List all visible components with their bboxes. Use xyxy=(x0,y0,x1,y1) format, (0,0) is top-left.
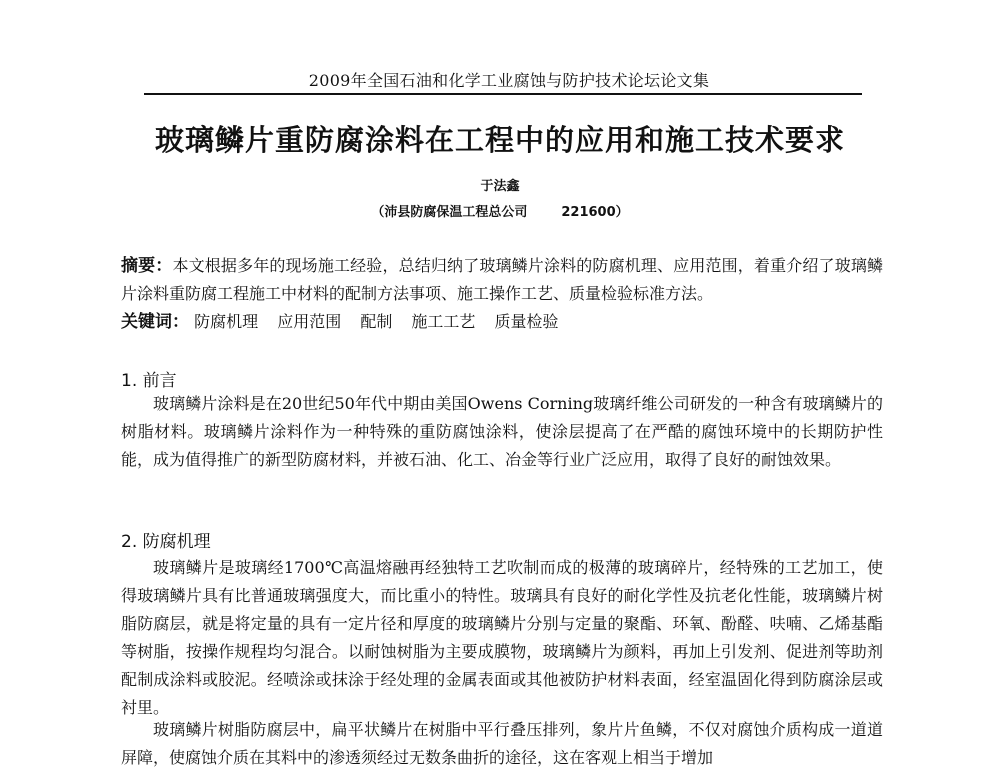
running-header: 2009年全国石油和化学工业腐蚀与防护技术论坛论文集 xyxy=(308,71,710,90)
section-heading: 1. 前言 xyxy=(121,371,177,391)
body-paragraph: 玻璃鳞片树脂防腐层中，扁平状鳞片在树脂中平行叠压排列，象片片鱼鳞，不仅对腐蚀介质构成一道道屏障，使腐蚀介质在其料中的渗透须经过无数条曲折的途径，这在客观上相当于增加 xyxy=(121,720,883,767)
keyword-item: 配制 xyxy=(360,312,393,331)
keyword-item: 施工工艺 xyxy=(411,312,476,331)
author-name: 于法鑫 xyxy=(480,179,520,194)
abstract-label: 摘要： xyxy=(121,256,173,276)
paper-title: 玻璃鳞片重防腐涂料在工程中的应用和施工技术要求 xyxy=(154,123,845,157)
body-paragraph: 玻璃鳞片是玻璃经1700℃高温熔融再经独特工艺吹制而成的极薄的玻璃碎片，经特殊的工艺加工，使得玻璃鳞片具有比普通玻璃强度大，而比重小的特性。玻璃具有良好的耐化学性及抗老化性能，玻璃鳞片树脂防腐层，就是将定量的具有一定片径和厚度的玻璃鳞片分别与定量的聚酯、环氧、酚醛、呋喃、乙烯基酯等树脂，按操作规程均匀混合。以耐蚀树脂为主要成膜物，玻璃鳞片为颜料，再加上引发剂、促进剂等助剂配制成涂料或胶泥。经喷涂或抹涂于经处理的金属表面或其他被防护材料表面，经室温固化得到防腐涂层或衬里。 xyxy=(121,558,883,717)
keywords-label: 关键词： xyxy=(121,312,189,332)
section-heading: 2. 防腐机理 xyxy=(121,532,211,552)
abstract-text: 本文根据多年的现场施工经验，总结归纳了玻璃鳞片涂料的防腐机理、应用范围，着重介绍了玻璃鳞片涂料重防腐工程施工中材料的配制方法事项、施工操作工艺、质量检验标准方法。 xyxy=(121,256,883,303)
affiliation-org: （沛县防腐保温工程总公司 xyxy=(371,205,528,220)
keyword-item: 应用范围 xyxy=(277,312,342,331)
keywords xyxy=(121,308,883,336)
keyword-item: 质量检验 xyxy=(494,312,559,331)
keyword-item: 防腐机理 xyxy=(194,312,259,331)
abstract xyxy=(121,252,883,308)
author-affiliation xyxy=(250,201,750,220)
body-paragraph: 玻璃鳞片涂料是在20世纪50年代中期由美国Owens Corning玻璃纤维公司研发的一种含有玻璃鳞片的树脂材料。玻璃鳞片涂料作为一种特殊的重防腐蚀涂料，使涂层提高了在严酷的腐蚀环境中的长期防护性能，成为值得推广的新型防腐材料，并被石油、化工、冶金等行业广泛应用，取得了良好的耐蚀效果。 xyxy=(121,394,883,469)
affiliation-postcode: 221600） xyxy=(561,205,629,220)
header-rule xyxy=(144,93,862,95)
